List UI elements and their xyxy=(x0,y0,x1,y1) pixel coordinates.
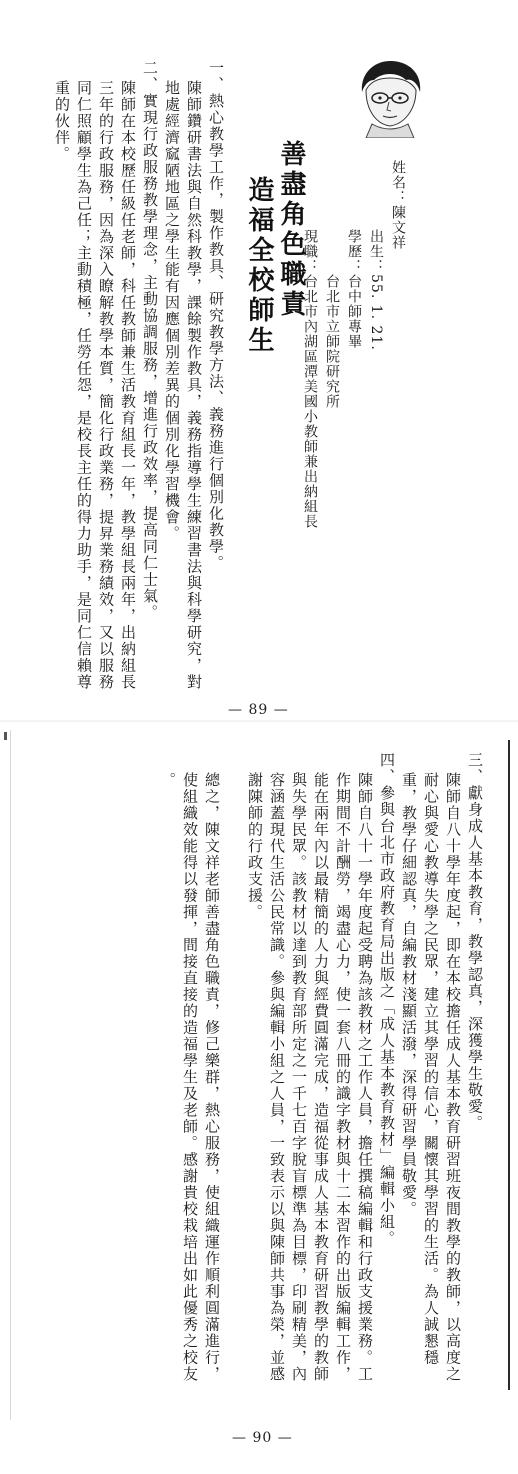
article-title-line-2: 造福全校師生 xyxy=(244,176,274,356)
body-line-11: 耐心與愛心教導失學之民眾，建立其學習的信心，關懷其學習的生活。為人誠懇穩 xyxy=(422,772,440,1366)
body-line-13: 四、參與台北市政府教育局出版之「成人基本教育教材」編輯小組。 xyxy=(378,752,396,1247)
article-title-line-1: 善盡角色職責 xyxy=(276,140,306,320)
body-line-20: 總之，陳文祥老師善盡角色職責，修己樂群，熱心服務，使組織運作順利圓滿進行， xyxy=(203,772,221,1383)
info-birth: 出生：55. 1. 21. xyxy=(368,229,384,351)
page-90 xyxy=(0,722,518,1474)
scan-edge-left xyxy=(10,730,11,1420)
info-name: 姓名：陳文祥 xyxy=(390,160,406,250)
info-education-2: 台北市立師院研究所 xyxy=(324,229,340,409)
body-line-21: 使組織效能得以發揮，間接直接的造福學生及老師。感謝貴校栽培出如此優秀之校友 xyxy=(181,772,199,1383)
body-line-4: 二、實現行政服務教學理念，主動協調服務，增進行政效率，提高同仁士氣。 xyxy=(141,60,159,621)
body-line-1: 一、熱心教學工作，製作教具、研究教學方法、義務進行個別化教學。 xyxy=(207,60,225,572)
scan-mark xyxy=(4,732,7,740)
page-number-90: — 90 — xyxy=(232,1430,293,1446)
body-line-17: 與失學民眾。該教材以達到教育部所定之一千七百字脫盲標準為目標，印刷精美，內 xyxy=(290,772,308,1383)
body-line-15: 作期間不計酬勞，竭盡心力，使一套八冊的識字教材與十二本習作的出版編輯工作， xyxy=(334,772,352,1383)
body-line-10: 陳師自八十學年度起，即在本校擔任成人基本教育研習班夜間教學的教師，以高度之 xyxy=(444,772,462,1383)
portrait-photo xyxy=(354,58,426,138)
body-line-18: 容涵蓋現代生活公民常識。參與編輯小組之人員，一致表示以與陳師共事為榮，並感 xyxy=(268,772,286,1383)
body-line-12: 重，教學仔細認真，自編教材淺顯活潑，深得研習學員敬愛。 xyxy=(400,772,418,1218)
body-line-2: 陳師鑽研書法與自然科教學，課餘製作教具，義務指導學生練習書法與科學研究，對 xyxy=(185,80,203,691)
body-line-14: 陳師自八十一學年度起受聘為該教材之工作人員，擔任撰稿編輯和行政支援業務。工 xyxy=(356,772,374,1383)
body-line-9: 三、獻身成人基本教育，教學認真，深獲學生敬愛。 xyxy=(466,752,484,1132)
body-line-16: 能在兩年內以最精簡的人力與經費圓滿完成，造福從事成人基本教育研習教學的教師 xyxy=(312,772,330,1383)
body-line-19: 謝陳師的行政支援。 xyxy=(246,772,264,921)
page-89 xyxy=(0,0,518,720)
info-position: 現職：台北市內湖區潭美國小教師兼出納組長 xyxy=(302,229,318,529)
body-line-3: 地處經濟窳陋地區之學生能有因應個別差異的個別化學習機會。 xyxy=(163,80,181,542)
body-line-22: 。 xyxy=(159,772,177,789)
body-line-8: 重的伙伴。 xyxy=(53,80,71,163)
body-line-5: 陳師在本校歷任級任老師，科任教師兼生活教育組長一年，教學組長兩年，出納組長 xyxy=(119,80,137,691)
page-number-89: — 89 — xyxy=(228,702,289,718)
scan-edge-right xyxy=(508,740,510,1390)
body-line-7: 同仁照顧學生為己任；主動積極，任勞任怨，是校長主任的得力助手，是同仁信賴尊 xyxy=(75,80,93,691)
body-line-6: 三年的行政服務，因為深入瞭解教學本質，簡化行政業務，提昇業務績效，又以服務 xyxy=(97,80,115,691)
info-education: 學歷：台中師專畢 xyxy=(346,229,362,349)
